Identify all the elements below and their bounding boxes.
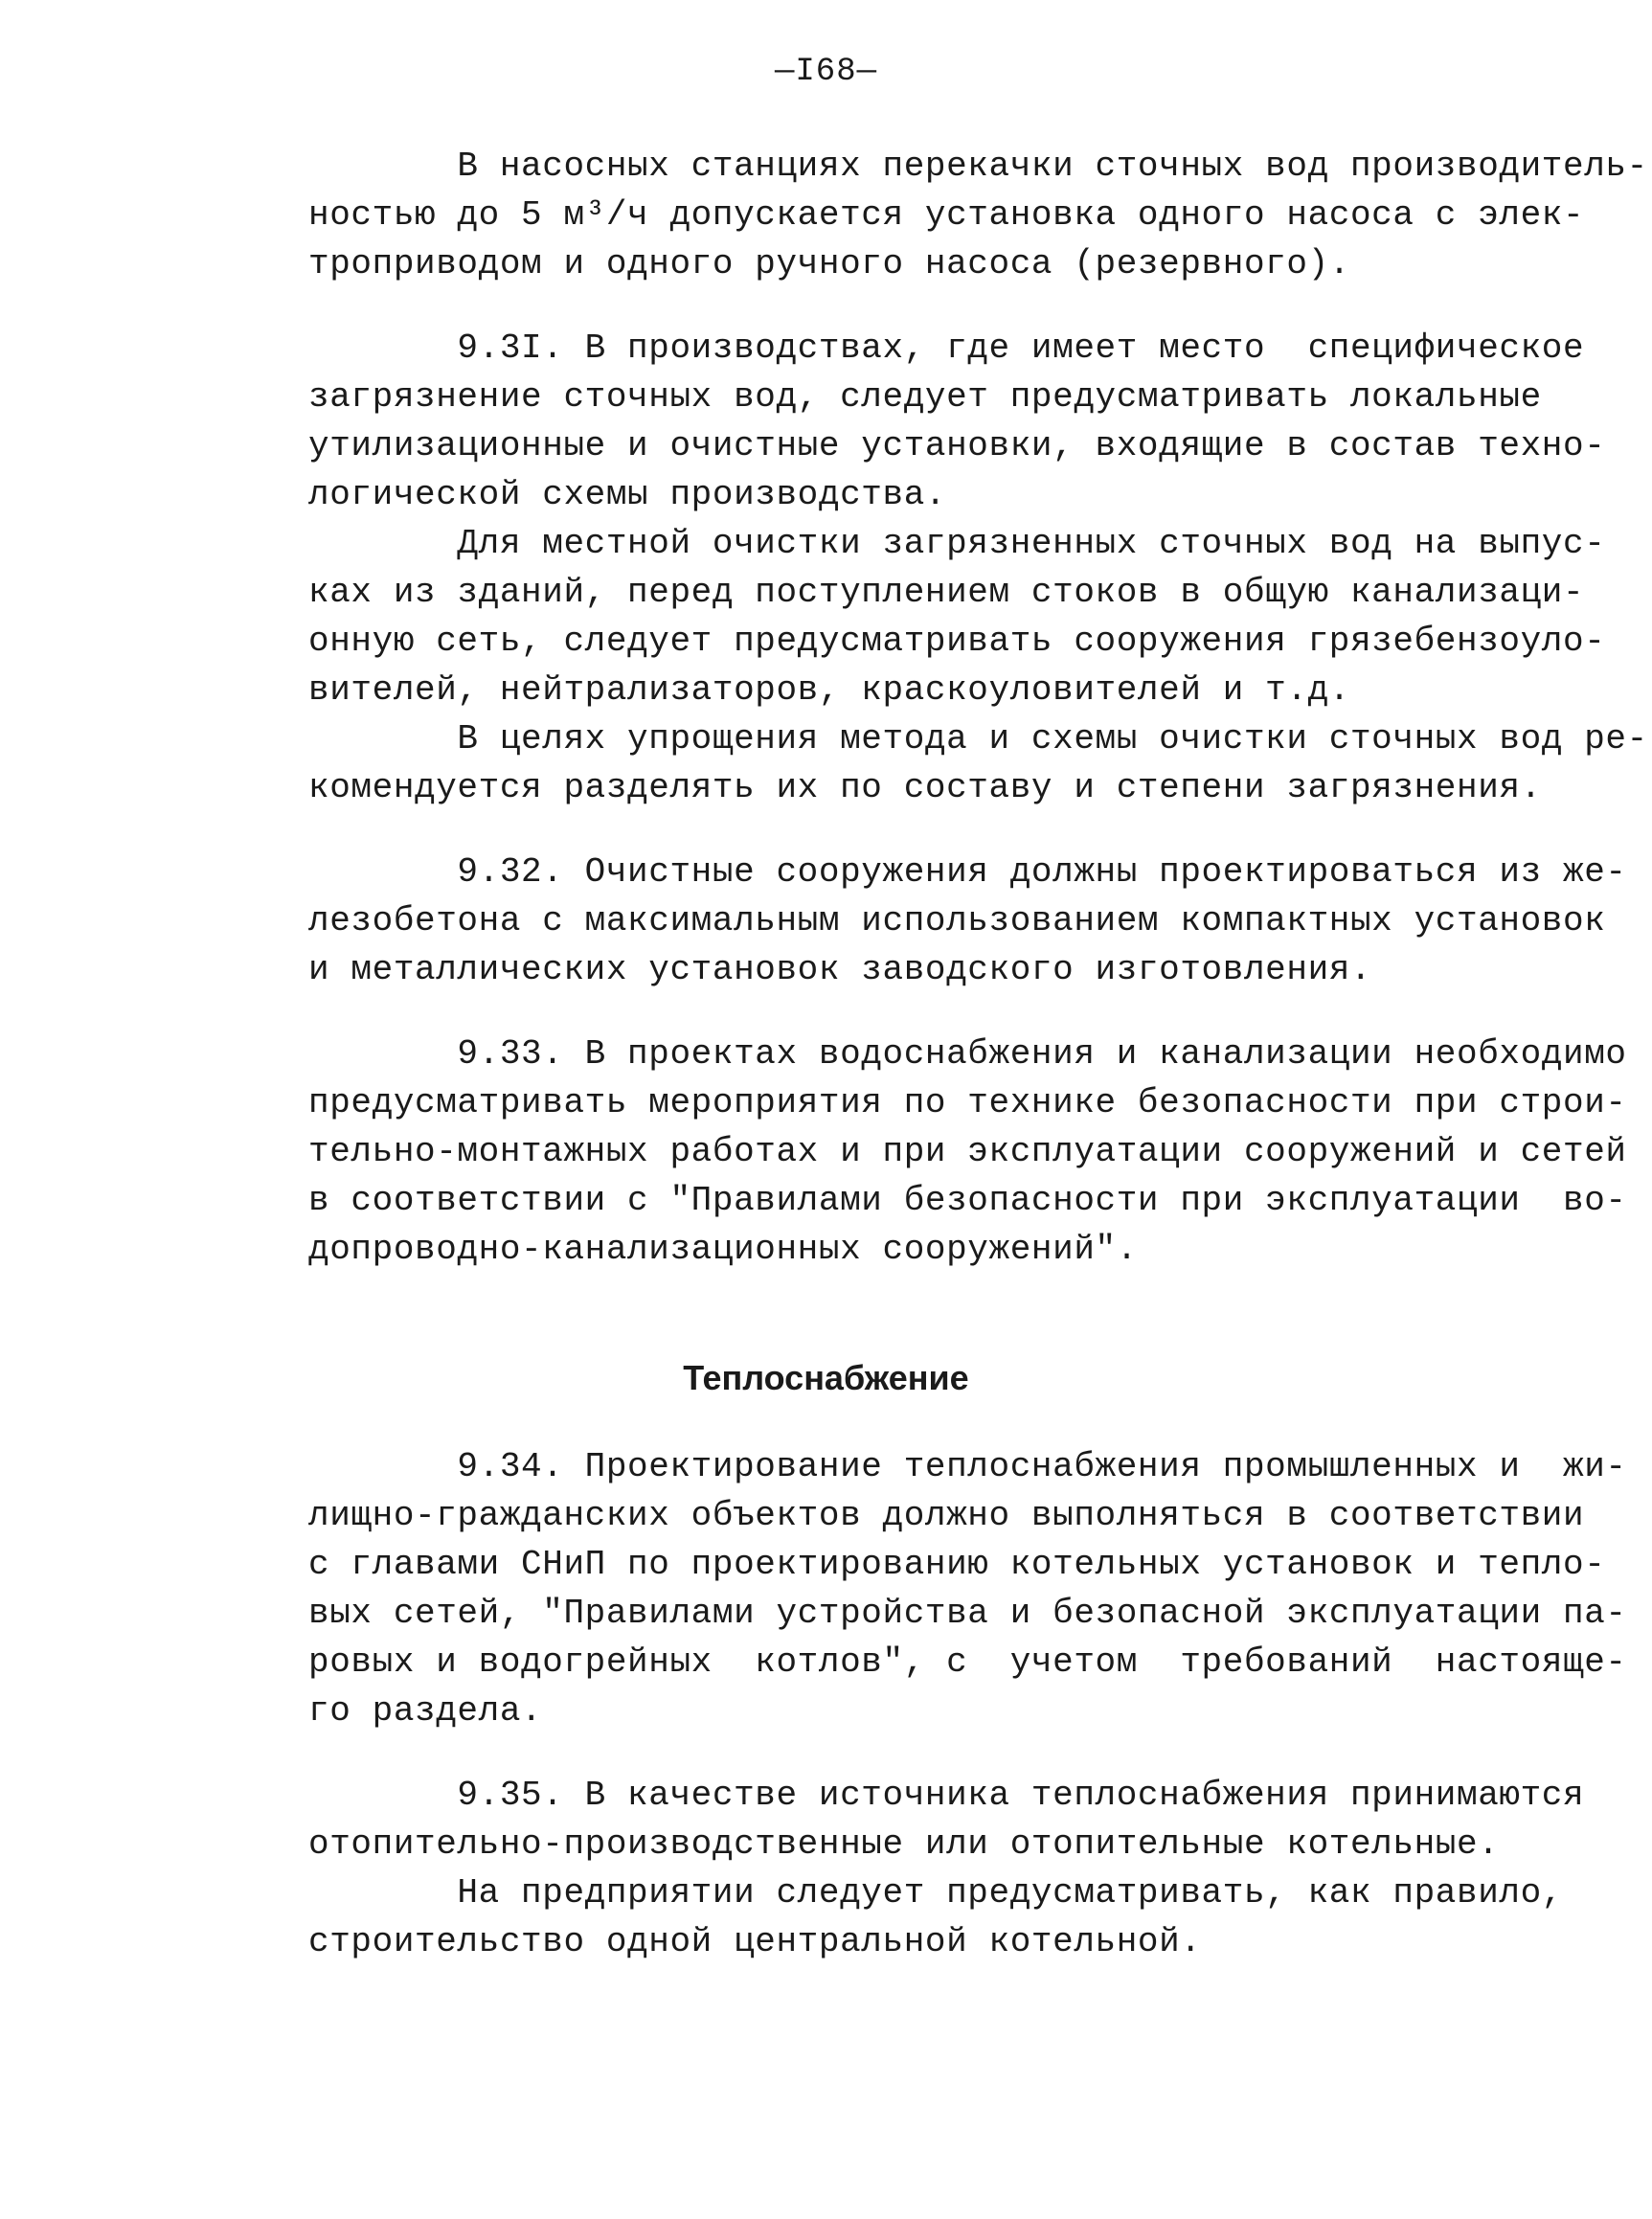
text-line: предусматривать мероприятия по технике безопасности при строи-: [308, 1083, 1627, 1122]
text-line: В целях упрощения метода и схемы очистки сточных вод ре-: [308, 719, 1648, 759]
section-heading: Теплоснабжение: [683, 1358, 969, 1397]
text-line: троприводом и одного ручного насоса (резервного).: [308, 244, 1350, 283]
text-line: строительство одной центральной котельной.: [308, 1922, 1202, 1961]
text-line: 9.3I. В производствах, где имеет место специфическое: [308, 328, 1585, 368]
text-line: тельно-монтажных работах и при эксплуатации сооружений и сетей: [308, 1132, 1627, 1171]
text-line: вых сетей, "Правилами устройства и безопасной эксплуатации па-: [308, 1594, 1627, 1633]
text-line: утилизационные и очистные установки, входящие в состав техно-: [308, 426, 1606, 465]
text-line: ках из зданий, перед поступлением стоков в общую канализаци-: [308, 573, 1585, 612]
text-line: допроводно-канализационных сооружений".: [308, 1230, 1138, 1269]
text-line: 9.33. В проектах водоснабжения и канализации необходимо: [308, 1034, 1627, 1074]
text-line: и металлических установок заводского изготовления.: [308, 950, 1372, 989]
text-line: На предприятии следует предусматривать, как правило,: [308, 1873, 1564, 1913]
text-line: го раздела.: [308, 1691, 543, 1731]
text-line: с главами СНиП по проектированию котельных установок и тепло-: [308, 1545, 1606, 1584]
text-line: Для местной очистки загрязненных сточных вод на выпус-: [308, 524, 1606, 563]
page-number: —I68—: [774, 54, 878, 90]
text-line: 9.32. Очистные сооружения должны проектироваться из же-: [308, 852, 1627, 892]
text-line: в соответствии с "Правилами безопасности при эксплуатации во-: [308, 1181, 1627, 1220]
text-line: онную сеть, следует предусматривать сооружения грязебензоуло-: [308, 622, 1606, 661]
text-line: загрязнение сточных вод, следует предусматривать локальные: [308, 377, 1542, 417]
text-line: 9.34. Проектирование теплоснабжения промышленных и жи-: [308, 1447, 1627, 1486]
text-line: комендуется разделять их по составу и степени загрязнения.: [308, 768, 1542, 807]
text-line: В насосных станциях перекачки сточных вод производитель-: [308, 147, 1648, 186]
text-line: 9.35. В качестве источника теплоснабжения принимаются: [308, 1776, 1585, 1815]
text-line: отопительно-производственные или отопительные котельные.: [308, 1824, 1500, 1864]
text-line: вителей, нейтрализаторов, краскоуловителей и т.д.: [308, 670, 1350, 710]
text-line: логической схемы производства.: [308, 475, 947, 514]
text-line: лищно-гражданских объектов должно выполняться в соответствии: [308, 1496, 1585, 1535]
text-line: лезобетона с максимальным использованием компактных установок: [308, 901, 1606, 940]
text-line: ностью до 5 м³/ч допускается установка одного насоса с элек-: [308, 195, 1585, 235]
text-line: ровых и водогрейных котлов", с учетом требований настояще-: [308, 1642, 1627, 1682]
